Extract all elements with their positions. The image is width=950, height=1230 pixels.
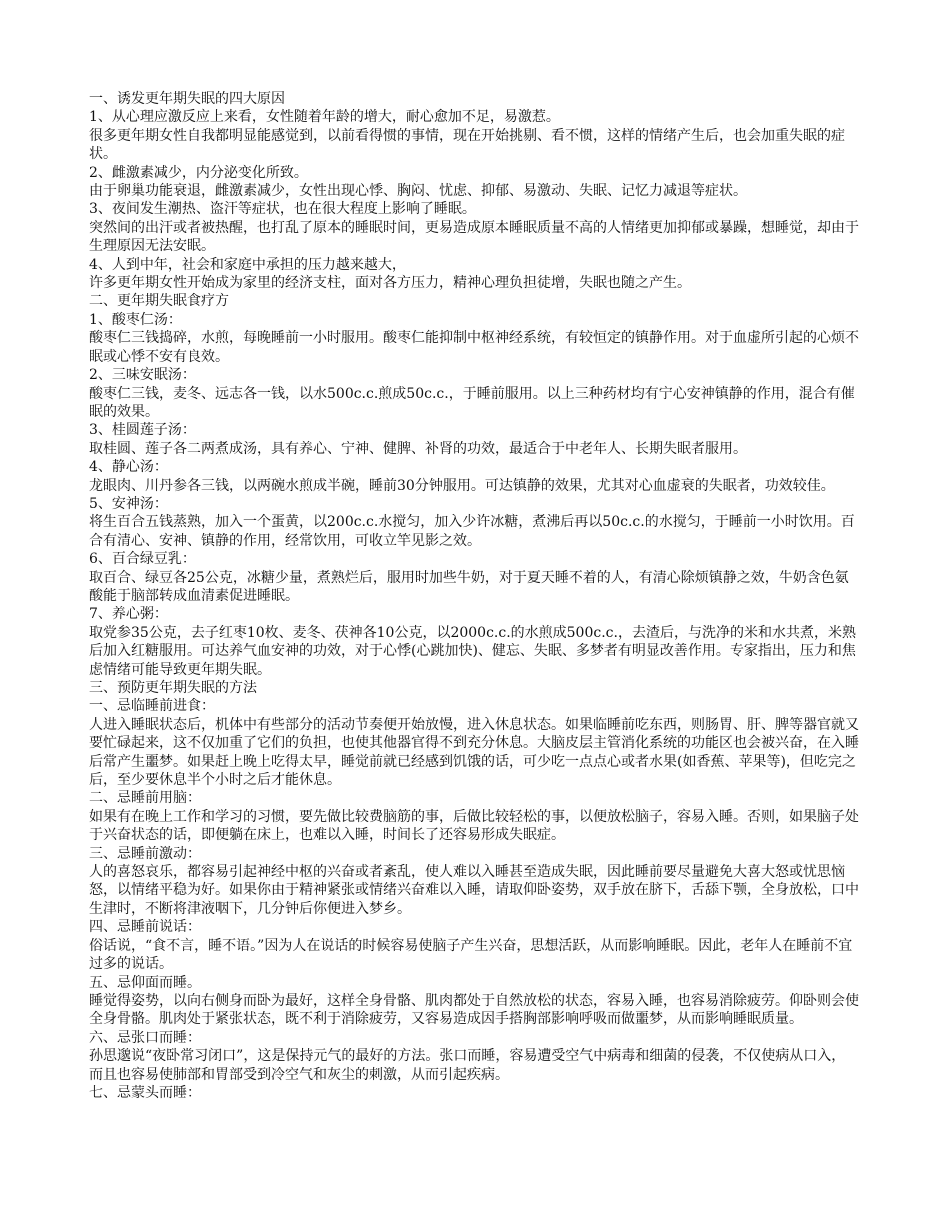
cause-2-text: 由于卵巢功能衰退，雌激素减少，女性出现心悸、胸闷、忧虑、抑郁、易激动、失眠、记忆力减退等症状。: [89, 183, 747, 200]
cause-4-title: 4、人到中年，社会和家庭中承担的压力越来越大，: [89, 256, 406, 273]
cause-4-text: 许多更年期女性开始成为家里的经济支柱，面对各方压力，精神心理负担徒增，失眠也随之产生。: [89, 275, 691, 292]
document-body: [89, 90, 859, 1102]
recipe-5-text: 将生百合五钱蒸熟，加入一个蛋黄，以200c.c.水搅匀，加入少许冰糖，煮沸后再以50c.c.的水搅匀，于睡前一小时饮用。百合有清心、安神、镇静的作用，经常饮用，可收立竿见影之效。: [89, 514, 855, 549]
tip-4-text: 俗话说，“食不言，睡不语。”因为人在说话的时候容易使脑子产生兴奋，思想活跃，从而影响睡眠。因此，老年人在睡前不宜过多的说话。: [89, 937, 853, 973]
cause-3-text: 突然间的出汗或者被热醒，也打乱了原本的睡眠时间，更易造成原本睡眠质量不高的人情绪更加抑郁或暴躁，想睡觉，却由于生理原因无法安眠。: [89, 219, 859, 255]
tip-5-text: 睡觉得姿势，以向右侧身而卧为最好，这样全身骨骼、肌肉都处于自然放松的状态，容易入睡，也容易消除疲劳。仰卧则会使全身骨骼。肌肉处于紧张状态，既不利于消除疲劳，又容易造成因手搭胸部影响呼吸而做噩梦，从而影响睡眠质量。: [89, 992, 859, 1028]
recipe-4-title: 4、静心汤：: [89, 459, 168, 476]
recipe-2-title: 2、三味安眠汤：: [89, 367, 196, 384]
tip-1-text: 人进入睡眠状态后，机体中有些部分的活动节奏便开始放慢，进入休息状态。如果临睡前吃东西，则肠胃、肝、脾等器官就又要忙碌起来，这不仅加重了它们的负担，也使其他器官得不到充分休息。大脑皮层主管消化系统的功能区也会被兴奋，在入睡后常产生噩梦。如果赶上晚上吃得太早，睡觉前就已经感到饥饿的话，可少吃一点点心或者水果(如香蕉、苹果等)，但吃完之后，至少要休息半个小时之后才能休息。: [89, 716, 859, 789]
tip-6-text: 孙思邈说“夜卧常习闭口”，这是保持元气的最好的方法。张口而睡，容易遭受空气中病毒和细菌的侵袭，不仅使病从口入，而且也容易使肺部和胃部受到冷空气和灰尘的刺激，从而引起疾病。: [89, 1048, 846, 1083]
tip-6-title: 六、忌张口而睡：: [89, 1029, 201, 1046]
recipe-4-text: 龙眼肉、川丹参各三钱，以两碗水煎成半碗，睡前30分钟服用。可达镇静的效果，尤其对心血虚衰的失眠者，功效较佳。: [89, 477, 835, 494]
tip-3-text: 人的喜怒哀乐，都容易引起神经中枢的兴奋或者紊乱，使人难以入睡甚至造成失眠，因此睡前要尽量避免大喜大怒或忧思恼怒，以情绪平稳为好。如果你由于精神紧张或情绪兴奋难以入睡，请取仰卧姿势，双手放在脐下，舌舔下颚，全身放松，口中生津时，不断将津液咽下，几分钟后你便进入梦乡。: [89, 864, 859, 917]
recipe-7-title: 7、养心粥：: [89, 606, 168, 623]
tip-2-title: 二、忌睡前用脑：: [89, 790, 201, 807]
tip-2-text: 如果有在晚上工作和学习的习惯，要先做比较费脑筋的事，后做比较轻松的事，以便放松脑子，容易入睡。否则，如果脑子处于兴奋状态的话，即便躺在床上，也难以入睡，时间长了还容易形成失眠症。: [89, 808, 859, 844]
cause-1-title: 1、从心理应激反应上来看，女性随着年龄的增大，耐心愈加不足，易激惹。: [89, 109, 560, 126]
recipe-1-title: 1、酸枣仁汤：: [89, 311, 182, 328]
recipe-3-text: 取桂圆、莲子各二两煮成汤，具有养心、宁神、健脾、补肾的功效，最适合于中老年人、长期失眠者服用。: [89, 440, 747, 457]
tip-3-title: 三、忌睡前激动：: [89, 845, 201, 862]
cause-2-title: 2、雌激素减少，内分泌变化所致。: [89, 164, 308, 181]
heading-diet: 二、更年期失眠食疗方: [89, 293, 229, 310]
cause-3-title: 3、夜间发生潮热、盗汗等症状，也在很大程度上影响了睡眠。: [89, 201, 476, 218]
recipe-7-text: 取党参35公克，去子红枣10枚、麦冬、茯神各10公克，以2000c.c.的水煎成500c.c.，去渣后，与洗净的米和水共煮，米熟后加入红糖服用。可达养气血安神的功效，对于心悸(心跳加快)、健忘、失眠、多梦者有明显改善作用。专家指出，压力和焦虑情绪可能导致更年期失眠。: [89, 624, 856, 678]
recipe-6-text: 取百合、绿豆各25公克，冰糖少量，煮熟烂后，服用时加些牛奶，对于夏天睡不着的人，有清心除烦镇静之效，牛奶含色氨酸能于脑部转成血清素促进睡眠。: [89, 569, 849, 604]
recipe-6-title: 6、百合绿豆乳：: [89, 551, 196, 568]
recipe-1-text: 酸枣仁三钱捣碎，水煎，每晚睡前一小时服用。酸枣仁能抑制中枢神经系统，有较恒定的镇静作用。对于血虚所引起的心烦不眠或心悸不安有良效。: [89, 330, 859, 365]
recipe-3-title: 3、桂圆莲子汤：: [89, 422, 196, 439]
heading-prevention: 三、预防更年期失眠的方法: [89, 680, 257, 696]
tip-5-title: 五、忌仰面而睡。: [89, 974, 201, 991]
tip-4-title: 四、忌睡前说话：: [89, 919, 201, 936]
tip-7-title: 七、忌蒙头而睡：: [89, 1084, 201, 1101]
tip-1-title: 一、忌临睡前进食：: [89, 698, 215, 715]
recipe-2-text: 酸枣仁三钱，麦冬、远志各一钱，以水500c.c.煎成50c.c.，于睡前服用。以上三种药材均有宁心安神镇静的作用，混合有催眠的效果。: [89, 385, 855, 420]
recipe-5-title: 5、安神汤：: [89, 495, 168, 512]
heading-causes: 一、诱发更年期失眠的四大原因: [89, 91, 285, 107]
cause-1-text: 很多更年期女性自我都明显能感觉到，以前看得惯的事情，现在开始挑剔、看不惯，这样的情绪产生后，也会加重失眠的症状。: [89, 127, 845, 163]
